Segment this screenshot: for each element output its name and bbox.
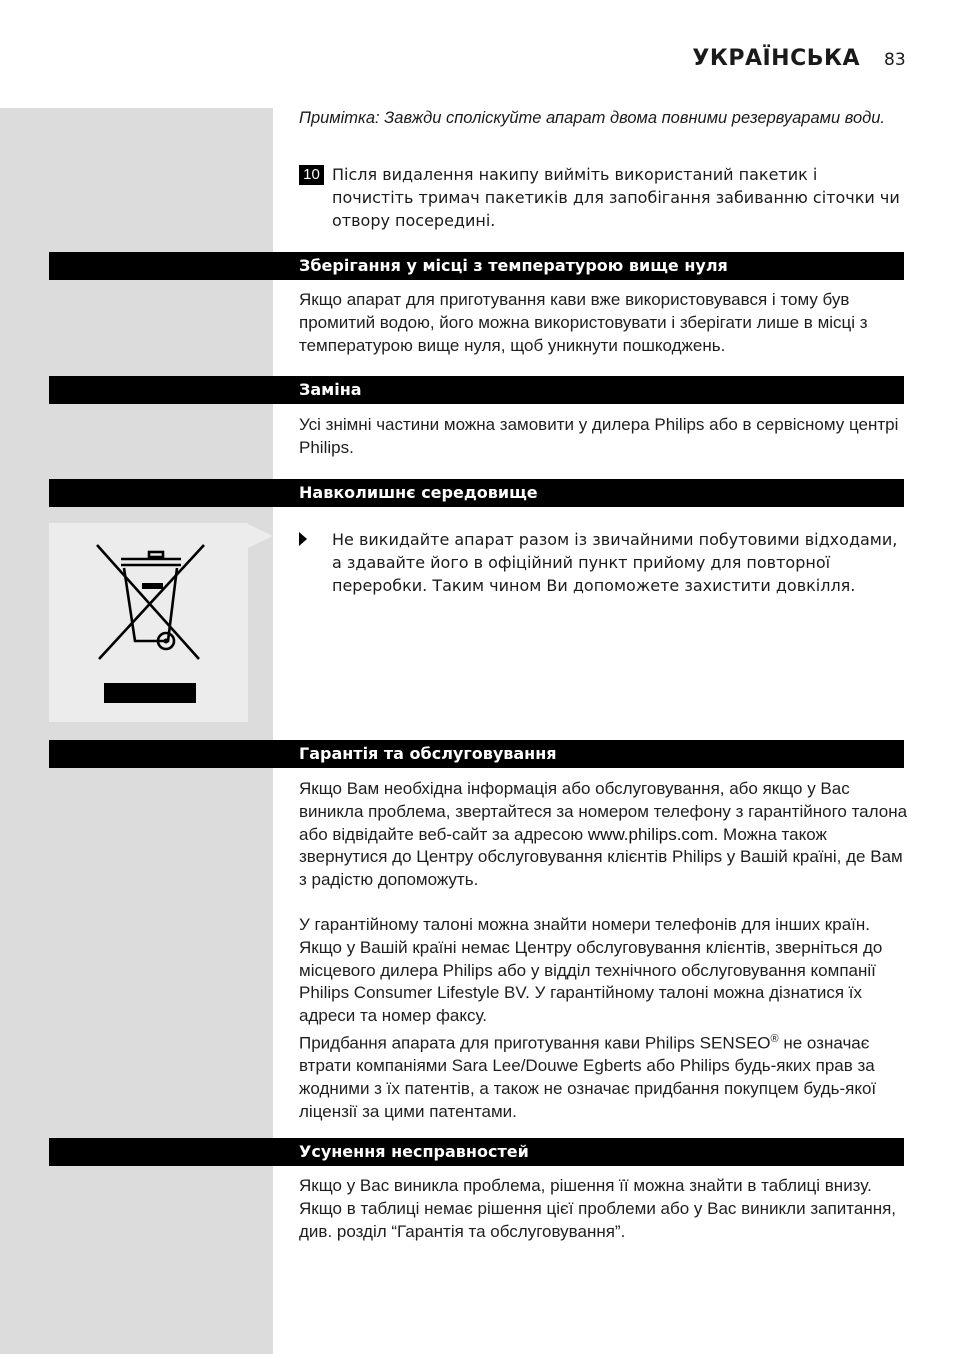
page-number: 83 — [884, 50, 906, 70]
language-heading: УКРАЇНСЬКА — [692, 46, 860, 71]
guarantee-paragraph-1: Якщо Вам необхідна інформація або обслуговування, або якщо у Вас виникла проблема, звертайтеся за номером телефону з гарантійного талона або відвідайте веб-сайт за адресою www.philips.com. Можна також звернутися до Центру обслуговування клієнтів Philips у Вашій країні, де Вам з радістю допоможуть. — [299, 779, 908, 890]
registered-mark: ® — [770, 1033, 779, 1045]
storage-body: Якщо апарат для приготування кави вже використовувався і тому був промитий водою, його можна використовувати і зберігати лише в місці з температурою вище нуля, щоб уникнути пошкоджень. — [299, 290, 868, 355]
section-title-troubleshooting: Усунення несправностей — [299, 1142, 529, 1161]
philips-website-link[interactable]: www.philips.com — [587, 824, 714, 844]
crossed-out-wheelie-bin-icon — [49, 523, 248, 722]
note-text: Примітка: Завжди споліскуйте апарат двома повними резервуарами води. — [299, 109, 886, 127]
section-title-storage: Зберігання у місці з температурою вище нуля — [299, 256, 728, 275]
bullet-icon — [299, 532, 307, 546]
left-margin-panel — [0, 108, 273, 1354]
callout-pointer — [248, 524, 273, 548]
guarantee-paragraph-2: У гарантійному талоні можна знайти номери телефонів для інших країн. Якщо у Вашій країні немає Центру обслуговування клієнтів, зверніться до місцевого дилера Philips або у відділ технічного обслуговування компанії Philips Consumer Lifestyle BV. У гарантійному талоні можна дізнатися їх адреси та номер факсу. — [299, 915, 883, 1026]
section-bar-guarantee — [49, 740, 904, 768]
section-title-environment: Навколишнє середовище — [299, 483, 538, 502]
section-title-replacement: Заміна — [299, 380, 362, 399]
replacement-body: Усі знімні частини можна замовити у дилера Philips або в сервісному центрі Philips. — [299, 415, 899, 457]
step-number-badge: 10 — [299, 165, 324, 185]
section-title-guarantee: Гарантія та обслуговування — [299, 744, 557, 763]
section-bar-storage — [49, 252, 904, 280]
section-bar-environment — [49, 479, 904, 507]
section-bar-replacement — [49, 376, 904, 404]
step-text: Після видалення накипу вийміть використаний пакетик і почистіть тримач пакетиків для запобігання забиванню сіточки чи отвору посередині. — [332, 165, 900, 230]
environment-bullet-text: Не викидайте апарат разом із звичайними побутовими відходами, а здавайте його в офіційний пункт прийому для повторної переробки. Таким чином Ви допоможете захистити довкілля. — [332, 530, 898, 595]
guarantee-paragraph-3: Придбання апарата для приготування кави Philips SENSEO® не означає втрати компаніями Sara Lee/Douwe Egberts або Philips будь-яких прав за жодними з їх патентів, а також не означає придбання покупцем будь-якої ліцензії за цими патентами. — [299, 1033, 877, 1122]
weee-symbol-panel — [49, 523, 248, 722]
troubleshooting-body: Якщо у Вас виникла проблема, рішення її можна знайти в таблиці внизу. Якщо в таблиці немає рішення цієї проблеми або у Вас виникли запитання, див. розділ “Гарантія та обслуговування”. — [299, 1176, 897, 1241]
section-bar-troubleshooting — [49, 1138, 904, 1166]
